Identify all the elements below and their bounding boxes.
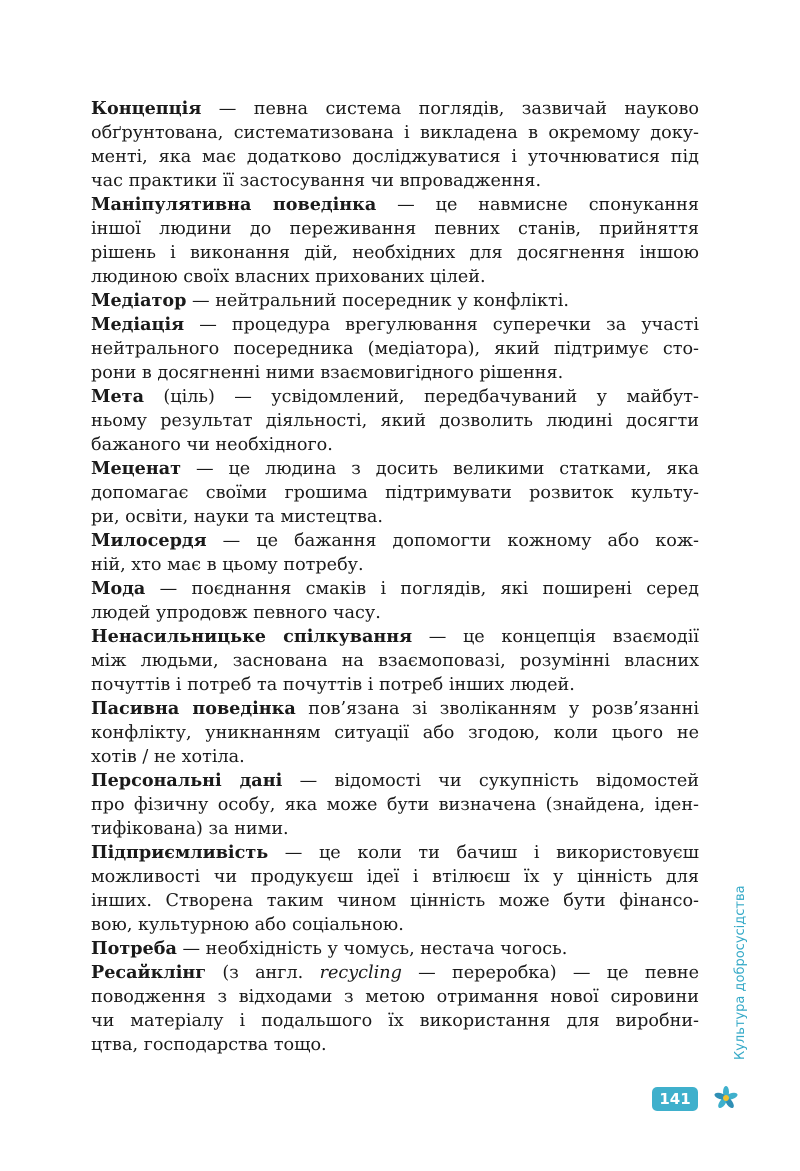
entry-line: поводження з відходами з метою отримання нової сировини — [91, 987, 699, 1007]
glossary-entry — [91, 625, 699, 697]
glossary-entry — [91, 289, 699, 313]
entry-line: нейтрального посередника (медіатора), який підтримує сто- — [91, 339, 699, 359]
glossary-entry — [91, 841, 699, 937]
entry-term: Ресайклінг — [91, 962, 207, 983]
entry-line: Медіатор — нейтральний посередник у конфлікті. — [91, 290, 569, 311]
glossary-entry — [91, 457, 699, 529]
entry-line: Потреба — необхідність у чомусь, нестача чогось. — [91, 938, 568, 959]
entry-line: менті, яка має додатково досліджуватися і уточнюватися під — [91, 147, 699, 167]
entry-term: Концепція — [91, 98, 202, 119]
entry-line: Ресайклінг (з англ. recycling — переробка) — це певне — [91, 962, 699, 983]
entry-line: Милосердя — це бажання допомогти кожному або кож- — [91, 530, 699, 551]
entry-line: бажаного чи необхідного. — [91, 435, 333, 455]
entry-line: людей упродовж певного часу. — [91, 603, 381, 623]
entry-line: чи матеріалу і подальшого їх використання для виробни- — [91, 1011, 699, 1031]
entry-line: іншої людини до переживання певних станів, прийняття — [91, 219, 699, 239]
entry-line: Маніпулятивна поведінка — це навмисне спонукання — [91, 194, 699, 215]
glossary-entry — [91, 529, 699, 577]
flower-icon — [713, 1085, 739, 1111]
entry-line: допомагає своїми грошима підтримувати розвиток культу- — [91, 483, 699, 503]
entry-line: час практики її застосування чи впровадження. — [91, 171, 542, 191]
entry-line: Мета (ціль) — усвідомлений, передбачуваний у майбут- — [91, 386, 699, 407]
glossary-entry — [91, 577, 699, 625]
entry-term: Медіація — [91, 314, 185, 335]
entry-line: Мода — поєднання смаків і поглядів, які поширені серед — [91, 578, 699, 599]
entry-line: можливості чи продукуєш ідеї і втілюєш їх у цінність для — [91, 867, 699, 887]
entry-line: Персональні дані — відомості чи сукупність відомостей — [91, 770, 699, 791]
glossary-entry — [91, 385, 699, 457]
glossary — [91, 97, 699, 1057]
entry-term: Потреба — [91, 938, 177, 959]
entry-line: інших. Створена таким чином цінність може бути фінансо- — [91, 891, 699, 911]
entry-term: Ненасильницьке спілкування — [91, 626, 413, 647]
entry-line: Пасивна поведінка пов’язана зі зволіканням у розв’язанні — [91, 698, 699, 719]
glossary-entry — [91, 97, 699, 193]
entry-term: Персональні дані — [91, 770, 283, 791]
entry-line: тифікована) за ними. — [91, 819, 289, 839]
entry-line: Медіація — процедура врегулювання суперечки за участі — [91, 314, 699, 335]
entry-term: Маніпулятивна поведінка — [91, 194, 377, 215]
entry-line: людиною своїх власних прихованих цілей. — [91, 267, 486, 287]
entry-line: ри, освіти, науки та мистецтва. — [91, 507, 383, 527]
entry-term: Підприємливість — [91, 842, 269, 863]
glossary-entry — [91, 769, 699, 841]
entry-term: Мода — [91, 578, 146, 599]
glossary-entry — [91, 937, 699, 961]
entry-line: Меценат — це людина з досить великими статками, яка — [91, 458, 699, 479]
entry-line: Підприємливість — це коли ти бачиш і використовуєш — [91, 842, 699, 863]
entry-line: ній, хто має в цьому потребу. — [91, 555, 364, 575]
section-label: Культура добросусідства — [733, 885, 748, 1060]
glossary-entry — [91, 961, 699, 1057]
page-number: 141 — [652, 1087, 698, 1111]
entry-line: між людьми, заснована на взаємоповазі, розумінні власних — [91, 651, 699, 671]
glossary-entry — [91, 697, 699, 769]
entry-line: цтва, господарства тощо. — [91, 1035, 327, 1055]
glossary-entry — [91, 313, 699, 385]
entry-term: Меценат — [91, 458, 182, 479]
entry-line: рони в досягненні ними взаємовигідного рішення. — [91, 363, 564, 383]
entry-line: конфлікту, уникнанням ситуації або згодою, коли цього не — [91, 723, 699, 743]
glossary-entry — [91, 193, 699, 289]
entry-line: ньому результат діяльності, який дозволить людині досягти — [91, 411, 699, 431]
entry-term: Мета — [91, 386, 144, 407]
entry-line: хотів / не хотіла. — [91, 747, 245, 767]
entry-line: обґрунтована, систематизована і викладена в окремому доку- — [91, 123, 699, 143]
entry-line: про фізичну особу, яка може бути визначена (знайдена, іден- — [91, 795, 699, 815]
entry-line: почуттів і потреб та почуттів і потреб інших людей. — [91, 675, 575, 695]
entry-term: Милосердя — [91, 530, 207, 551]
entry-line: вою, культурною або соціальною. — [91, 915, 404, 935]
entry-line: Концепція — певна система поглядів, зазвичай науково — [91, 98, 699, 119]
entry-term: Медіатор — [91, 290, 187, 311]
entry-line: рішень і виконання дій, необхідних для досягнення іншою — [91, 243, 699, 263]
entry-term: Пасивна поведінка — [91, 698, 296, 719]
entry-line: Ненасильницьке спілкування — це концепція взаємодії — [91, 626, 699, 647]
